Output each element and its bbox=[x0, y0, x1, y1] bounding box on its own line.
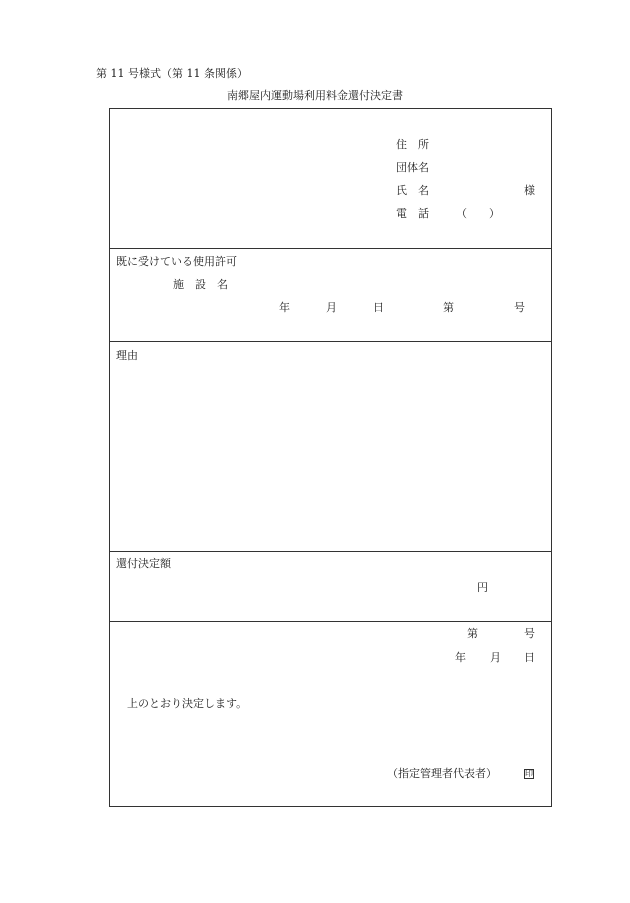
seal-mark: 印 bbox=[525, 769, 533, 778]
permit-heading: 既に受けている使用許可 bbox=[116, 255, 237, 268]
permit-day-label: 日 bbox=[373, 301, 384, 314]
phone-label: 電 話 bbox=[396, 207, 429, 220]
decision-go-label: 号 bbox=[524, 627, 535, 640]
reason-label: 理由 bbox=[116, 349, 138, 362]
decision-year-label: 年 bbox=[455, 651, 466, 664]
decision-day-label: 日 bbox=[524, 651, 535, 664]
permit-go-label: 号 bbox=[514, 301, 525, 314]
permit-year-label: 年 bbox=[279, 301, 290, 314]
decision-month-label: 月 bbox=[490, 651, 501, 664]
section-divider-permit bbox=[109, 341, 552, 342]
permit-dai-label: 第 bbox=[443, 301, 454, 314]
permit-month-label: 月 bbox=[326, 301, 337, 314]
section-divider-applicant bbox=[109, 248, 552, 249]
document-title: 南郷屋内運動場利用料金還付決定書 bbox=[227, 89, 403, 102]
facility-name-label: 施 設 名 bbox=[173, 278, 228, 291]
decision-dai-label: 第 bbox=[467, 627, 478, 640]
refund-amount-label: 還付決定額 bbox=[116, 557, 171, 570]
address-label: 住 所 bbox=[396, 138, 429, 151]
name-label: 氏 名 bbox=[396, 184, 429, 197]
form-number: 第 11 号様式（第 11 条関係） bbox=[96, 67, 248, 80]
issuer-label: （指定管理者代表者） bbox=[387, 767, 497, 780]
section-divider-refund bbox=[109, 621, 552, 622]
phone-area-code-parens: （ ） bbox=[456, 207, 500, 220]
section-divider-reason bbox=[109, 551, 552, 552]
decision-statement: 上のとおり決定します。 bbox=[127, 697, 248, 710]
honorific-sama: 様 bbox=[524, 184, 535, 197]
yen-unit: 円 bbox=[477, 581, 488, 594]
group-name-label: 団体名 bbox=[396, 161, 429, 174]
